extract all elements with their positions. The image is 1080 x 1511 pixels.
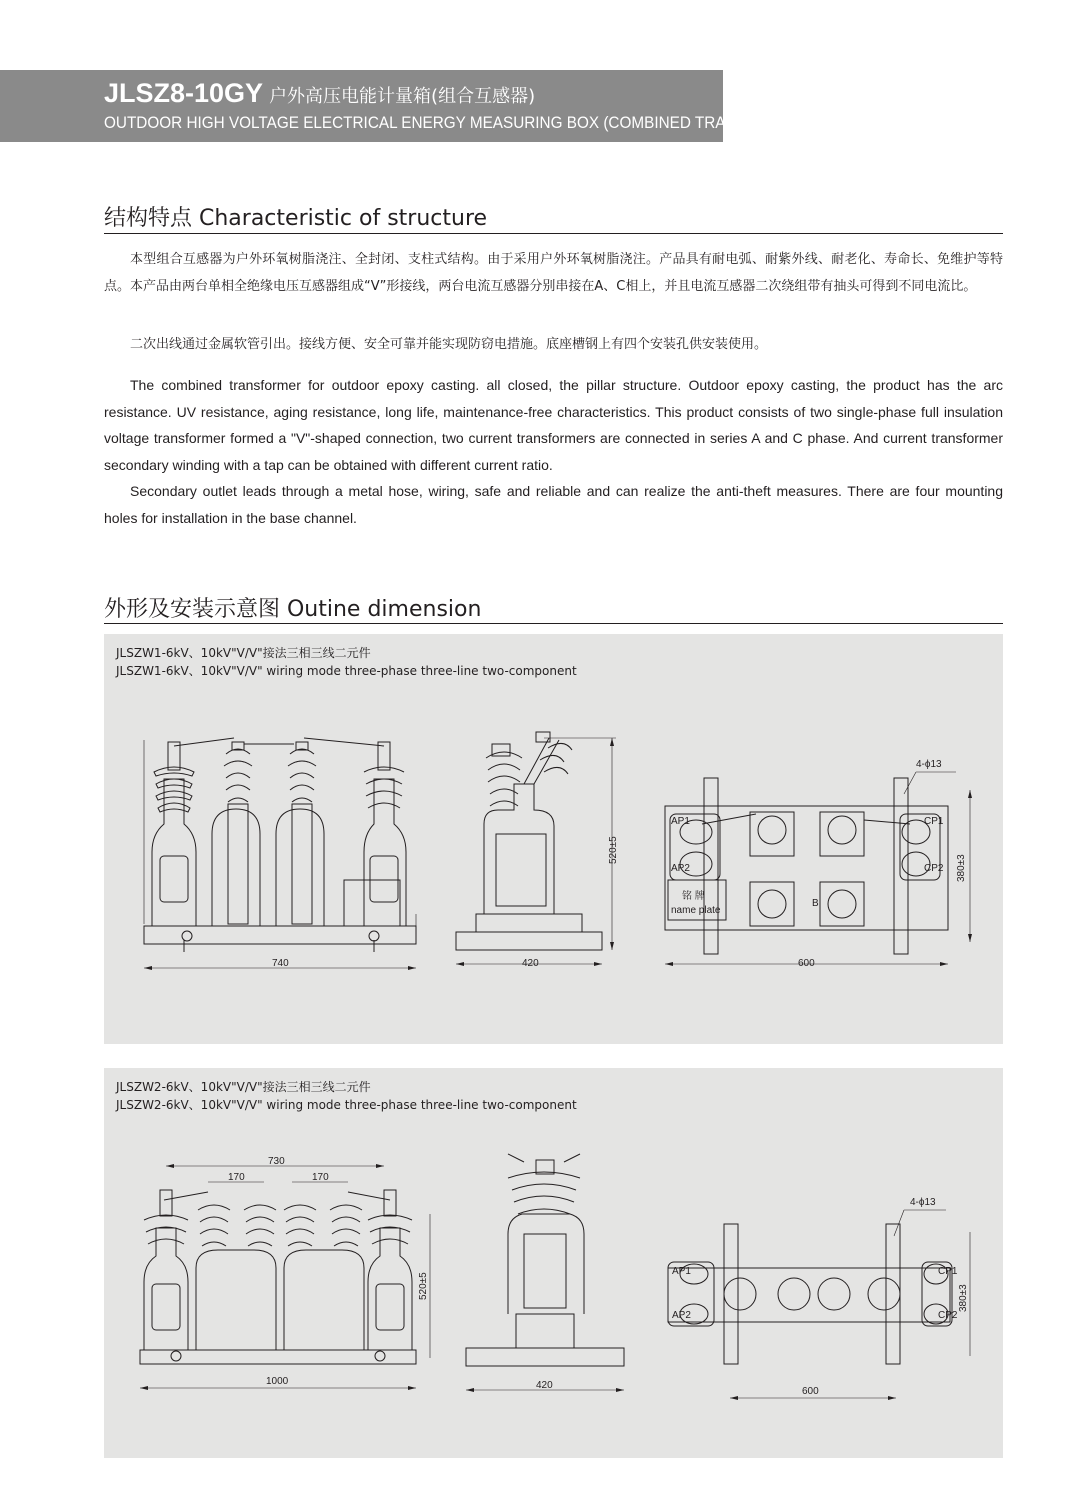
- panel1-caption-en: JLSZW1-6kV、10kV"V/V" wiring mode three-phase three-line two-component: [116, 664, 577, 678]
- panel2-caption-en: JLSZW2-6kV、10kV"V/V" wiring mode three-phase three-line two-component: [116, 1098, 577, 1112]
- outline-rule: [104, 623, 1003, 624]
- structure-rule: [104, 233, 1003, 234]
- structure-en-paragraph-2: Secondary outlet leads through a metal hose, wiring, safe and reliable and can realize the anti-theft measures. There are four mounting holes for installation in the base channel.: [104, 483, 1003, 526]
- panel1-caption-cn: JLSZW1-6kV、10kV"V/V"接法三相三线二元件: [116, 646, 371, 660]
- panel1-side-view: [456, 732, 619, 969]
- page-title: [104, 78, 535, 109]
- outline-heading: 外形及安装示意图 Outine dimension: [104, 597, 482, 622]
- panel1-plate-cn: 铭 牌: [682, 891, 705, 902]
- panel2-label-ap1: AP1: [672, 1266, 691, 1277]
- panel1-drawing: [104, 634, 1003, 1044]
- panel2-dim-front-width: 1000: [266, 1376, 289, 1387]
- panel1-label-cp2: CP2: [924, 863, 944, 874]
- structure-en-paragraph-1: The combined transformer for outdoor epoxy casting. all closed, the pillar structure. Outdoor epoxy casting, the product has the arc resistance. UV resistance, aging resistance, long life, maintenance-free characteristics. This product consists of two single-phase full insulation voltage transformer formed a "V"-shaped connection, two current transformers are connected in series A and C phase. And current transformer secondary winding with a tap can be obtained with different current ratio.: [104, 377, 1003, 473]
- panel2-label-cp2: CP2: [938, 1310, 958, 1321]
- panel2-dim-side-width: 420: [536, 1380, 553, 1391]
- panel1-dim-side-width: 420: [522, 958, 539, 969]
- panel1-dim-front-width: 740: [272, 958, 289, 969]
- panel1-dim-height: 520±5: [608, 836, 619, 864]
- drawing-panel-2: [104, 1068, 1003, 1458]
- panel2-top-view: [668, 1197, 970, 1400]
- panel1-dim-top-depth: 380±3: [956, 854, 967, 882]
- panel2-dim-height: 520±5: [418, 1272, 429, 1300]
- drawing-panel-1: [104, 634, 1003, 1044]
- title-cn: 户外高压电能计量箱(组合互感器): [269, 86, 536, 107]
- structure-cn-paragraph-2: 二次出线通过金属软管引出。接线方便、安全可靠并能实现防窃电措施。底座槽钢上有四个安装孔供安装使用。: [130, 337, 768, 352]
- panel2-dim-span-left: 170: [228, 1172, 245, 1183]
- panel2-caption-cn: JLSZW2-6kV、10kV"V/V"接法三相三线二元件: [116, 1080, 371, 1094]
- panel1-plate-en: name plate: [671, 905, 721, 916]
- title-en: OUTDOOR HIGH VOLTAGE ELECTRICAL ENERGY MEASURING BOX (COMBINED TRANSFORMER): [104, 113, 819, 132]
- model-number: JLSZ8-10GY: [104, 78, 264, 108]
- structure-cn-paragraph-1: 本型组合互感器为户外环氧树脂浇注、全封闭、支柱式结构。由于采用户外环氧树脂浇注。产品具有耐电弧、耐紫外线、耐老化、寿命长、免维护等特点。本产品由两台单相全绝缘电压互感器组成“V”形接线，两台电流互感器分别串接在A、C相上，并且电流互感器二次绕组带有抽头可得到不同电流比。: [104, 252, 1003, 294]
- structure-heading: 结构特点 Characteristic of structure: [104, 206, 488, 231]
- panel2-dim-top-depth: 380±3: [958, 1284, 969, 1312]
- panel1-label-b: B: [812, 898, 819, 909]
- panel1-dim-top-width: 600: [798, 958, 815, 969]
- panel2-dim-span-right: 170: [312, 1172, 329, 1183]
- panel2-drawing: [104, 1068, 1003, 1458]
- panel1-label-cp1: CP1: [924, 816, 944, 827]
- panel1-top-view: [665, 759, 972, 969]
- panel1-label-ap1: AP1: [671, 816, 690, 827]
- panel2-holes-label: 4-ϕ13: [910, 1197, 936, 1208]
- panel2-label-cp1: CP1: [938, 1266, 958, 1277]
- panel2-front-view: [140, 1156, 430, 1390]
- panel2-dim-top-width: 600: [802, 1386, 819, 1397]
- panel2-label-ap2: AP2: [672, 1310, 691, 1321]
- panel1-front-view: [144, 738, 416, 970]
- panel1-holes-label: 4-ϕ13: [916, 759, 942, 770]
- panel2-side-view: [466, 1154, 624, 1392]
- panel1-label-ap2: AP2: [671, 863, 690, 874]
- panel2-dim-total: 730: [268, 1156, 285, 1167]
